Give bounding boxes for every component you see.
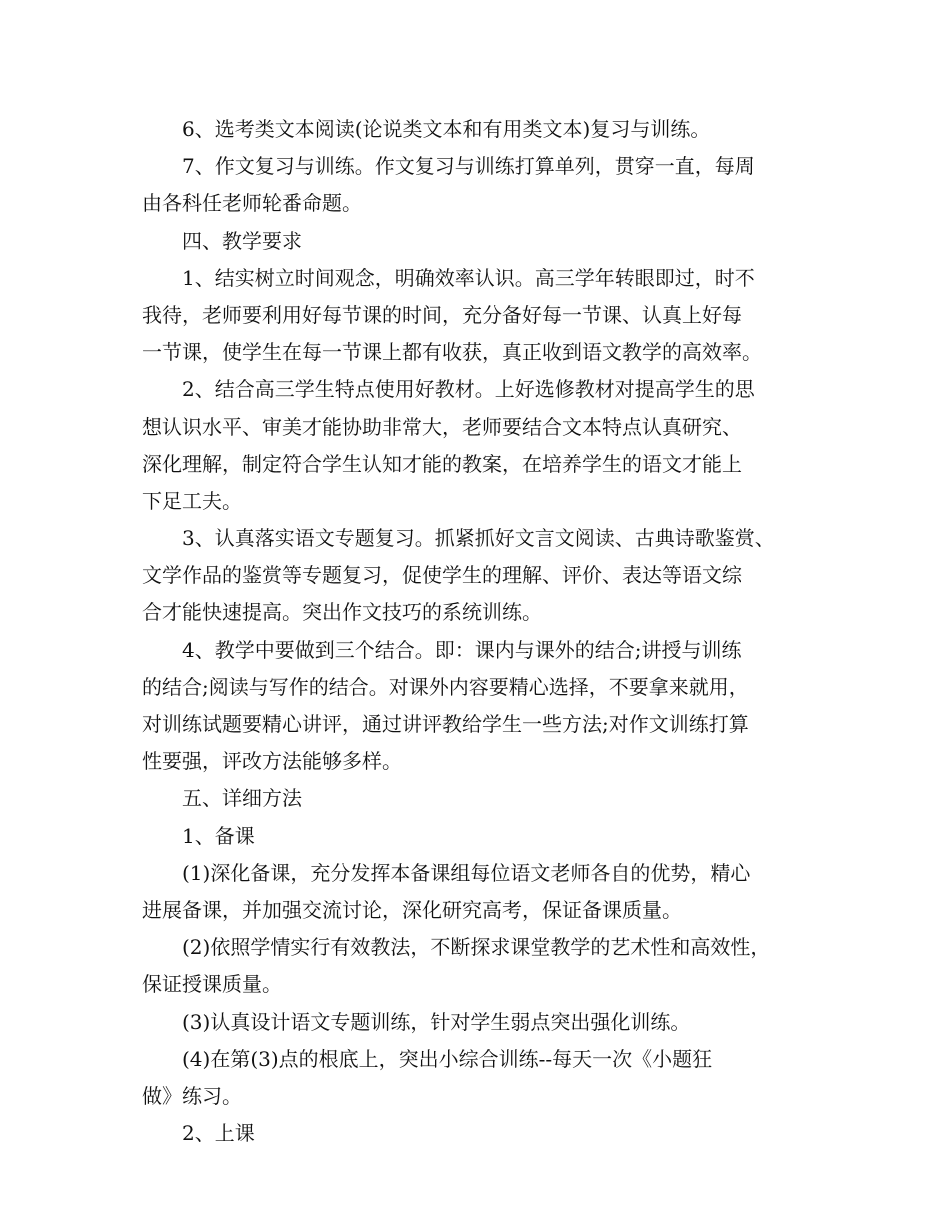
paragraph-line: 保证授课质量。: [142, 972, 282, 997]
paragraph-line: 由各科任老师轮番命题。: [142, 191, 362, 216]
paragraph-line: (1)深化备课，充分发挥本备课组每位语文老师各自的优势，精心: [182, 860, 751, 885]
paragraph-line: 对训练试题要精心讲评，通过讲评教给学生一些方法;对作文训练打算: [142, 712, 749, 736]
subsection-heading: 2、上课: [182, 1121, 255, 1146]
paragraph-line: 深化理解，制定符合学生认知才能的教案，在培养学生的语文才能上: [142, 451, 742, 476]
section-heading: 四、教学要求: [182, 228, 302, 253]
paragraph-line: 下足工夫。: [142, 488, 242, 513]
paragraph-line: 2、结合高三学生特点使用好教材。上好选修教材对提高学生的思: [182, 377, 755, 402]
paragraph-line: 进展备课，并加强交流讨论，深化研究高考，保证备课质量。: [142, 897, 682, 922]
paragraph-line: 合才能快速提高。突出作文技巧的系统训练。: [142, 600, 542, 625]
paragraph-line: (3)认真设计语文专题训练，针对学生弱点突出强化训练。: [182, 1009, 691, 1034]
paragraph-line: 性要强，评改方法能够多样。: [142, 749, 402, 774]
paragraph-line: 想认识水平、审美才能协助非常大，老师要结合文本特点认真研究、: [142, 414, 742, 439]
paragraph-line: 3、认真落实语文专题复习。抓紧抓好文言文阅读、古典诗歌鉴赏、: [182, 526, 775, 551]
paragraph-line: 一节课，使学生在每一节课上都有收获，真正收到语文教学的高效率。: [142, 340, 762, 365]
paragraph-line: (4)在第(3)点的根底上，突出小综合训练--每天一次《小题狂: [182, 1046, 713, 1071]
section-heading: 五、详细方法: [182, 786, 302, 811]
paragraph-line: 的结合;阅读与写作的结合。对课外内容要精心选择，不要拿来就用，: [142, 674, 749, 699]
paragraph-line: (2)依照学情实行有效教法，不断探求课堂教学的艺术性和高效性，: [182, 935, 771, 960]
document-body: [142, 111, 822, 1152]
paragraph-line: 6、选考类文本阅读(论说类文本和有用类文本)复习与训练。: [182, 117, 711, 141]
paragraph-line: 4、教学中要做到三个结合。即：课内与课外的结合;讲授与训练: [182, 637, 742, 662]
paragraph-line: 我待，老师要利用好每节课的时间，充分备好每一节课、认真上好每: [142, 302, 742, 327]
paragraph-line: 1、结实树立时间观念，明确效率认识。高三学年转眼即过，时不: [182, 265, 755, 290]
subsection-heading: 1、备课: [182, 823, 255, 848]
paragraph-line: 7、作文复习与训练。作文复习与训练打算单列，贯穿一直，每周: [182, 154, 755, 179]
paragraph-line: 做》练习。: [142, 1083, 242, 1108]
paragraph-line: 文学作品的鉴赏等专题复习，促使学生的理解、评价、表达等语文综: [142, 563, 742, 588]
